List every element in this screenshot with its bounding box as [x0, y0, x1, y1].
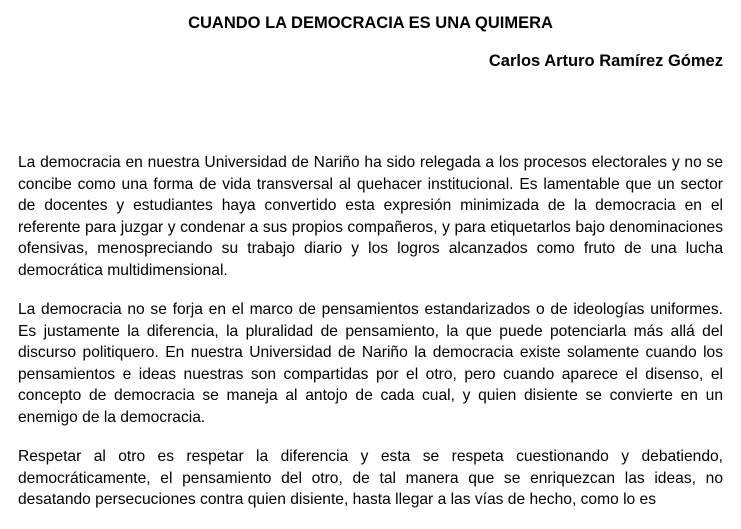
- document-title: CUANDO LA DEMOCRACIA ES UNA QUIMERA: [188, 14, 553, 32]
- author-name: Carlos Arturo Ramírez Gómez: [488, 52, 723, 70]
- paragraph-2: La democracia no se forja en el marco de pensamientos estandarizados o de ideologías uniformes. Es justamente la diferencia, la pluralidad de pensamiento, la que puede potenciarla más allá del discurso politiquero. En nuestra Universidad de Nariño la democracia existe solamente cuando los pensamientos e ideas nuestras son compartidas por el otro, pero cuando aparece el disenso, el concepto de democracia se maneja al antojo de cada cual, y quien disiente se convierte en un enemigo de la democracia.: [18, 301, 723, 426]
- paragraph-1: La democracia en nuestra Universidad de Nariño ha sido relegada a los procesos electorales y no se concibe como una forma de vida transversal al quehacer institucional. Es lamentable que un sector de docentes y estudiantes haya convertido esta expresión minimizada de la democracia en el referente para juzgar y condenar a sus propios compañeros, y para etiquetarlos bajo denominaciones ofensivas, menospreciando su trabajo diario y los logros alcanzados como fruto de una lucha democrática multidimensional.: [18, 154, 723, 279]
- paragraph-3: Respetar al otro es respetar la diferencia y esta se respeta cuestionando y debatiendo, democráticamente, el pensamiento del otro, de tal manera que se enriquezcan las ideas, no desatando persecuciones contra quien disiente, hasta llegar a las vías de hecho, como lo es: [18, 448, 723, 508]
- document-body: [18, 152, 723, 529]
